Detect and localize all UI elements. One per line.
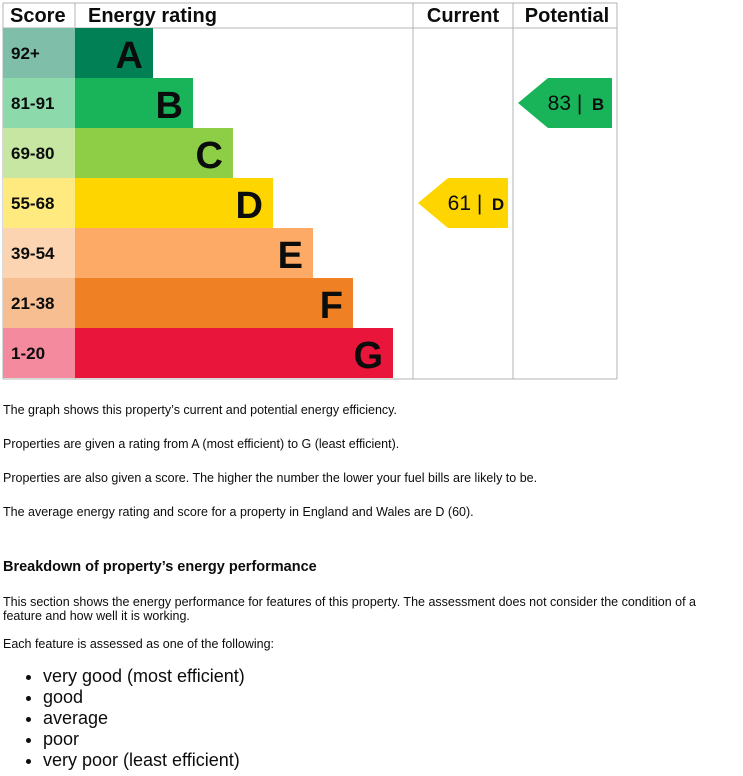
score-range-b: 81-91 [11,94,55,113]
score-range-f: 21-38 [11,294,55,313]
score-description: Properties are also given a score. The higher the number the lower your fuel bills are likely to be. [3,471,538,485]
header-score: Score [10,5,66,27]
band-letter-c: C [195,135,223,177]
rating-description: Properties are given a rating from A (most efficient) to G (least efficient). [3,437,400,451]
graph-description: The graph shows this property’s current and potential energy efficiency. [3,403,397,417]
energy-rating-chart [0,0,620,382]
breakdown-heading: Breakdown of property’s energy performance [3,559,317,575]
chart-headers [10,5,609,27]
band-letter-f: F [319,285,343,327]
assessment-levels-list [0,666,245,771]
potential-score-label: 83 | [547,92,583,115]
score-range-g: 1-20 [11,344,46,363]
breakdown-description: This section shows the energy performance for features of this property. The assessment does not consider the condition of a feature and how well it is working. [3,595,696,623]
score-range-d: 55-68 [11,194,55,213]
band-letter-d: D [235,185,263,227]
current-rating-letter: D [491,195,505,214]
list-item: • poor [43,729,245,750]
rating-bands [3,28,393,378]
list-item: • very poor (least efficient) [43,750,245,771]
current-score-label: 61 | [447,192,483,215]
list-item: • very good (most efficient) [43,666,245,687]
band-bar-f [75,278,353,328]
band-letter-b: B [155,85,183,127]
rating-arrows [418,78,612,228]
band-letter-a: A [115,35,143,77]
band-letter-g: G [353,335,383,377]
score-range-a: 92+ [11,44,40,63]
score-range-c: 69-80 [11,144,55,163]
band-letter-e: E [277,235,303,277]
header-current: Current [426,5,500,27]
assessment-intro: Each feature is assessed as one of the following: [3,637,274,651]
potential-rating-letter: B [591,95,605,114]
header-energy-rating: Energy rating [88,5,217,27]
band-bar-g [75,328,393,378]
header-potential: Potential [524,5,610,27]
list-item: • good [43,687,245,708]
average-description: The average energy rating and score for a property in England and Wales are D (60). [3,505,474,519]
list-item: • average [43,708,245,729]
score-range-e: 39-54 [11,244,55,263]
